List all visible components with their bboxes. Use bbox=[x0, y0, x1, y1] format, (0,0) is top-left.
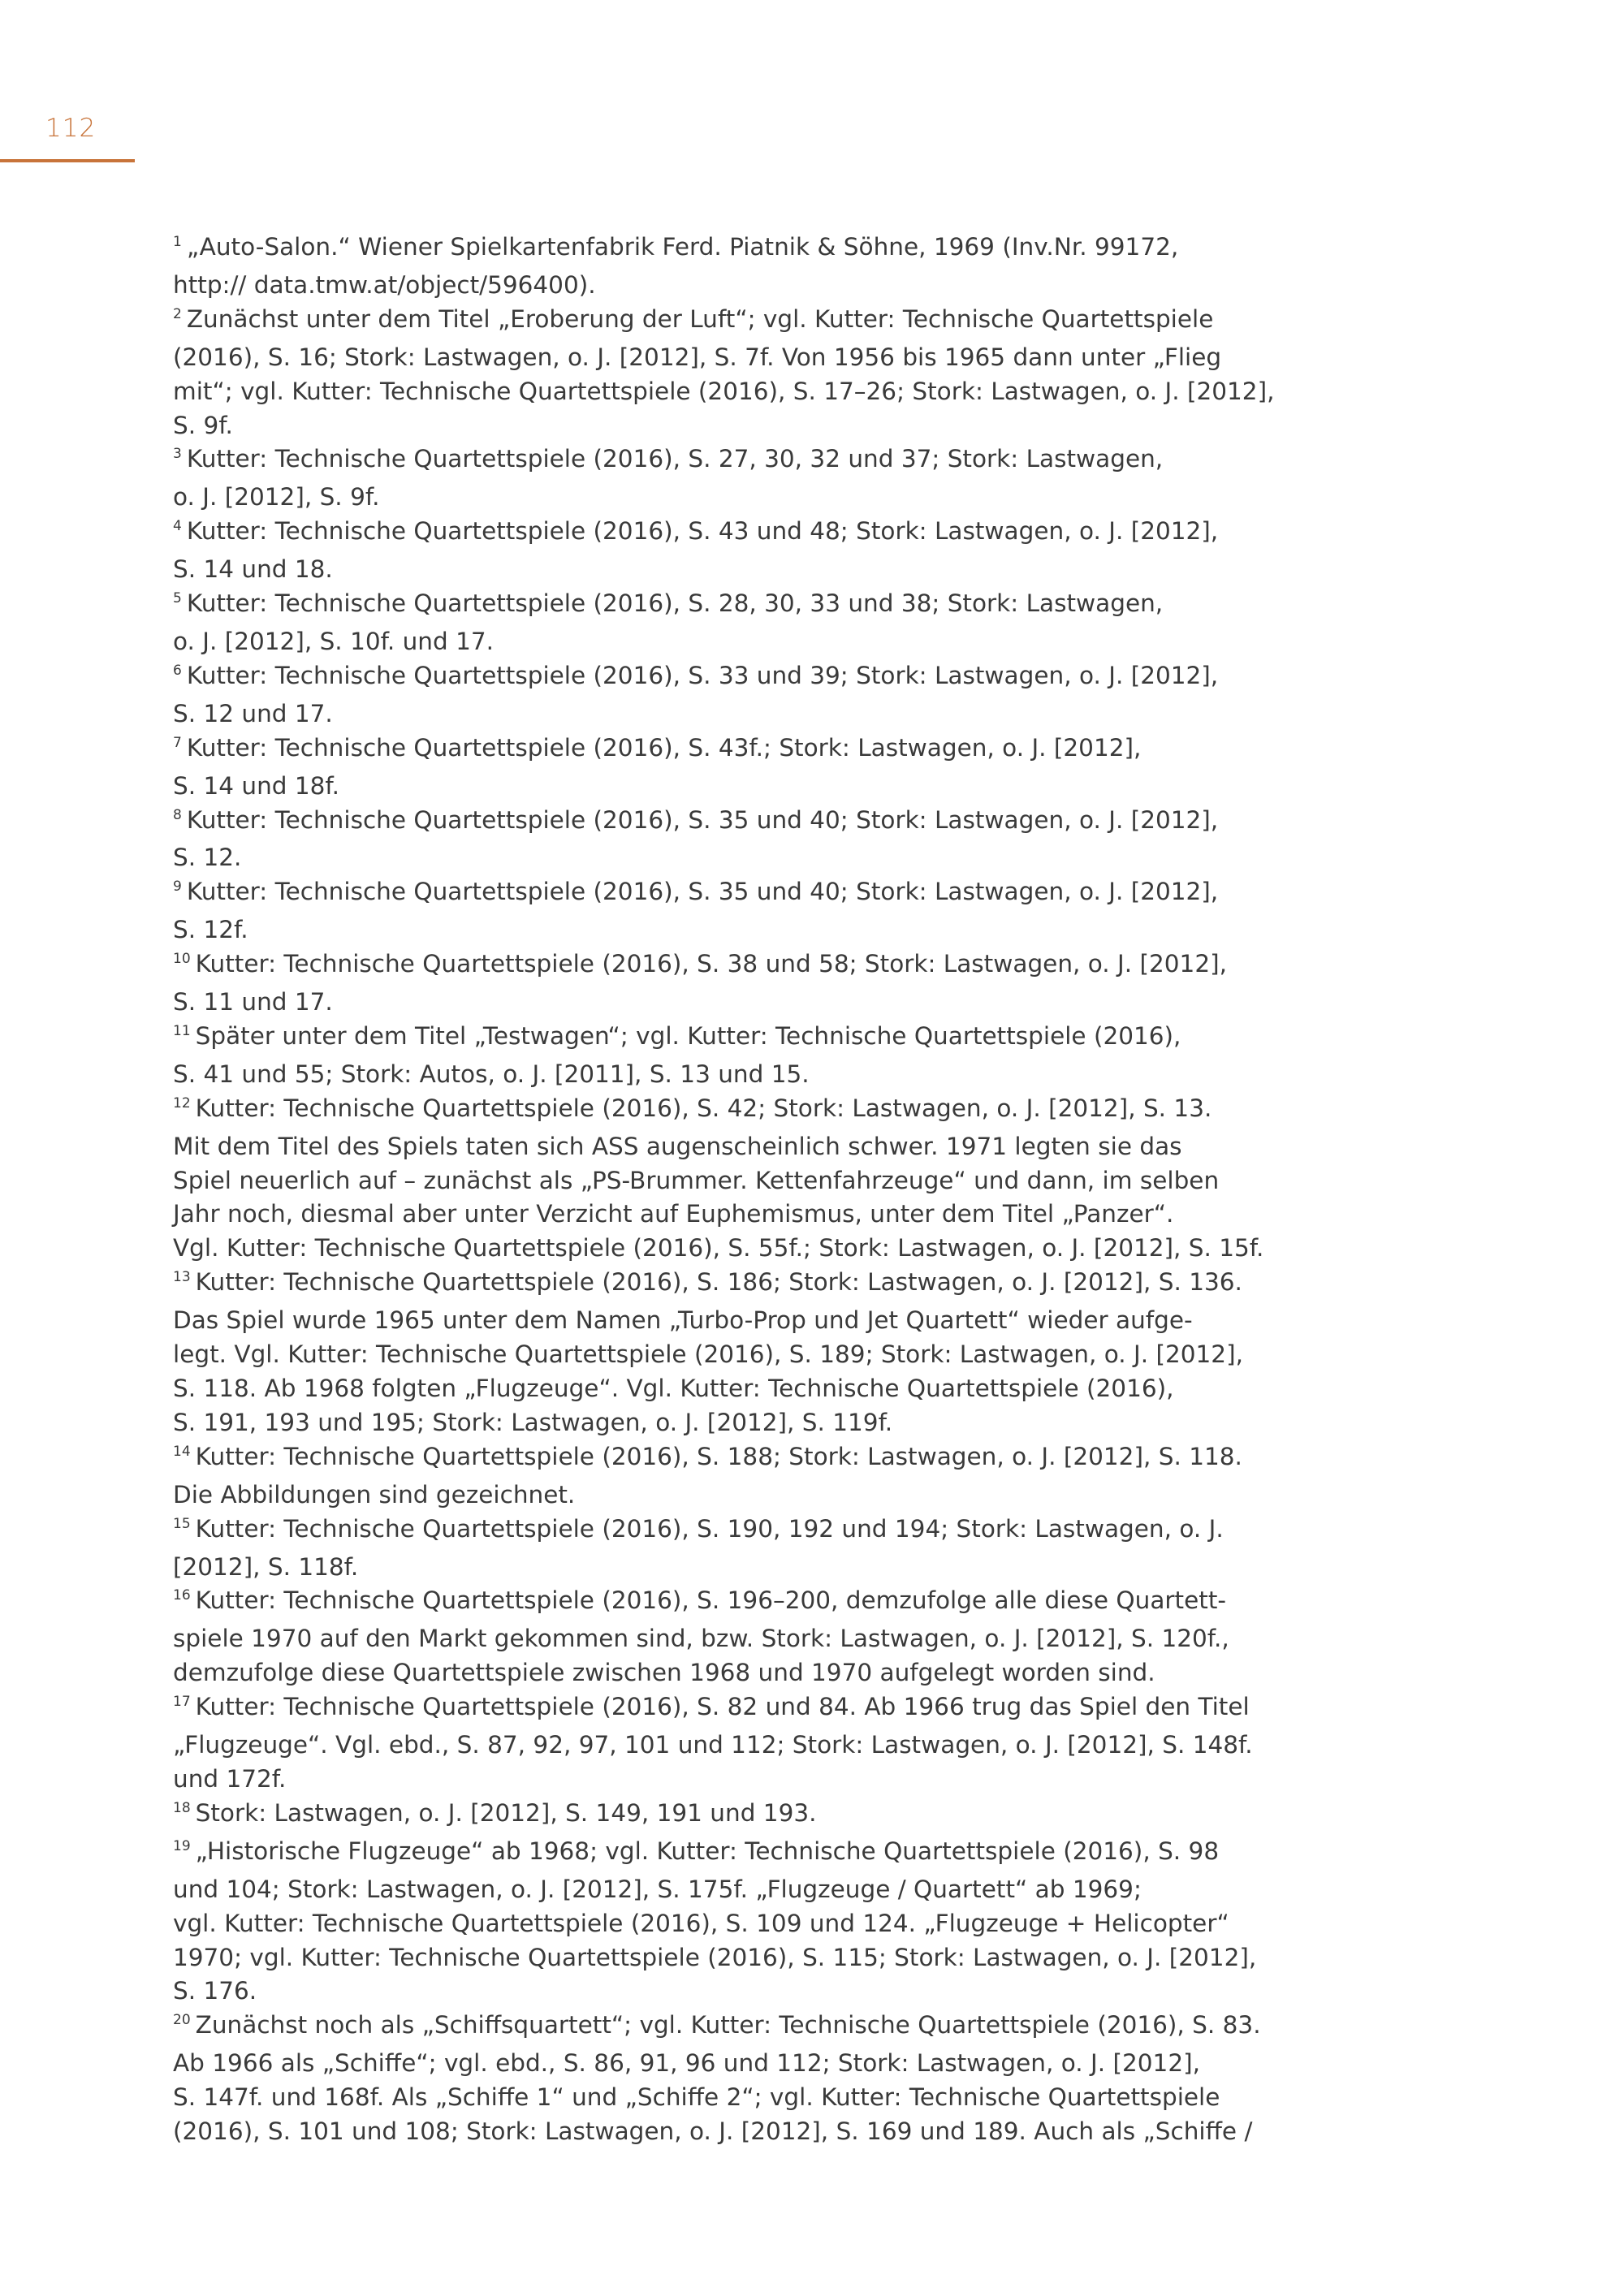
footnote-text: S. 12f. bbox=[173, 916, 248, 944]
footnote-text: S. 12. bbox=[173, 844, 242, 872]
footnote-15 bbox=[173, 1513, 1261, 1585]
footnote-text: Kutter: Technische Quartettspiele (2016), S. 188; Stork: Lastwagen, o. J. [2012], S. 118. bbox=[195, 1442, 1242, 1470]
footnote-line bbox=[173, 1058, 1261, 1092]
footnote-number: 6 bbox=[173, 662, 182, 679]
footnote-text: S. 176. bbox=[173, 1977, 257, 2005]
footnote-text: Kutter: Technische Quartettspiele (2016), S. 43 und 48; Stork: Lastwagen, o. J. [2012], bbox=[186, 517, 1219, 546]
footnote-line bbox=[173, 2047, 1261, 2081]
footnote-text: Vgl. Kutter: Technische Quartettspiele (2016), S. 55f.; Stork: Lastwagen, o. J. [2012], S. 15f. bbox=[173, 1234, 1264, 1263]
footnote-text: Kutter: Technische Quartettspiele (2016), S. 42; Stork: Lastwagen, o. J. [2012], S. 13. bbox=[195, 1094, 1212, 1122]
footnote-text: S. 11 und 17. bbox=[173, 988, 333, 1017]
footnote-text: S. 9f. bbox=[173, 411, 233, 439]
footnote-line bbox=[173, 1232, 1264, 1266]
footnote-line bbox=[173, 442, 1261, 481]
footnote-text: Kutter: Technische Quartettspiele (2016), S. 43f.; Stork: Lastwagen, o. J. [2012], bbox=[186, 733, 1142, 762]
footnote-text: Zunächst noch als „Schiffsquartett“; vgl. Kutter: Technische Quartettspiele (2016), S. 83. bbox=[195, 2011, 1261, 2039]
footnote-text: Kutter: Technische Quartettspiele (2016), S. 196–200, demzufolge alle diese Quartett- bbox=[195, 1586, 1227, 1615]
footnote-16 bbox=[173, 1584, 1261, 1690]
footnote-text: o. J. [2012], S. 9f. bbox=[173, 483, 380, 511]
footnote-2 bbox=[173, 303, 1275, 443]
footnote-line bbox=[173, 947, 1261, 986]
footnote-line bbox=[173, 841, 1261, 875]
footnote-line bbox=[173, 986, 1261, 1020]
footnote-line bbox=[173, 875, 1261, 913]
footnote-text: spiele 1970 auf den Markt gekommen sind, bzw. Stork: Lastwagen, o. J. [2012], S. 120f., bbox=[173, 1625, 1229, 1653]
footnote-line bbox=[173, 1729, 1261, 1763]
footnote-number: 4 bbox=[173, 518, 182, 535]
footnote-line bbox=[173, 1372, 1261, 1406]
footnote-text: vgl. Kutter: Technische Quartettspiele (2016), S. 109 und 124. „Flugzeuge + Helicopter“ bbox=[173, 1909, 1229, 1937]
footnote-number: 9 bbox=[173, 878, 182, 896]
footnote-6 bbox=[173, 659, 1261, 732]
footnote-line bbox=[173, 913, 1261, 947]
footnote-line bbox=[173, 1020, 1261, 1058]
footnote-number: 2 bbox=[173, 305, 182, 322]
footnote-3 bbox=[173, 442, 1261, 515]
footnote-line bbox=[173, 1130, 1261, 1164]
footnote-text: mit“; vgl. Kutter: Technische Quartettspiele (2016), S. 17–26; Stork: Lastwagen, o. J. [2012], bbox=[173, 377, 1275, 405]
footnote-text: Kutter: Technische Quartettspiele (2016), S. 190, 192 und 194; Stork: Lastwagen, o. J. bbox=[195, 1514, 1224, 1543]
footnote-line bbox=[173, 1690, 1261, 1729]
footnote-text: (2016), S. 101 und 108; Stork: Lastwagen, o. J. [2012], S. 169 und 189. Auch als „Schiffe / bbox=[173, 2117, 1253, 2146]
footnote-number: 12 bbox=[173, 1094, 191, 1111]
footnote-text: Stork: Lastwagen, o. J. [2012], S. 149, 191 und 193. bbox=[195, 1798, 817, 1827]
footnote-line bbox=[173, 1513, 1261, 1551]
footnote-line bbox=[173, 1092, 1261, 1130]
footnote-9 bbox=[173, 875, 1261, 947]
footnote-number: 15 bbox=[173, 1515, 191, 1532]
footnote-line bbox=[173, 1584, 1261, 1622]
footnote-line bbox=[173, 1941, 1261, 1975]
footnote-number: 17 bbox=[173, 1694, 191, 1711]
footnote-number: 5 bbox=[173, 590, 182, 607]
footnote-number: 19 bbox=[173, 1837, 191, 1854]
footnote-text: S. 191, 193 und 195; Stork: Lastwagen, o. J. [2012], S. 119f. bbox=[173, 1408, 893, 1436]
footnote-text: Kutter: Technische Quartettspiele (2016), S. 38 und 58; Stork: Lastwagen, o. J. [2012], bbox=[195, 950, 1227, 978]
footnote-line bbox=[173, 269, 1261, 303]
footnote-text: „Historische Flugzeuge“ ab 1968; vgl. Kutter: Technische Quartettspiele (2016), S. 98 bbox=[195, 1837, 1220, 1865]
footnote-line bbox=[173, 1622, 1261, 1656]
footnote-line bbox=[173, 1266, 1261, 1304]
footnote-line bbox=[173, 659, 1261, 697]
footnote-17 bbox=[173, 1690, 1261, 1797]
footnote-line bbox=[173, 1656, 1261, 1690]
footnote-number: 20 bbox=[173, 2012, 191, 2029]
footnote-text: und 104; Stork: Lastwagen, o. J. [2012], S. 175f. „Flugzeuge / Quartett“ ab 1969; bbox=[173, 1875, 1142, 1903]
footnote-line bbox=[173, 481, 1261, 515]
footnote-20 bbox=[173, 2009, 1261, 2149]
footnote-text: demzufolge diese Quartettspiele zwischen 1968 und 1970 aufgelegt worden sind. bbox=[173, 1659, 1155, 1687]
footnote-line bbox=[173, 625, 1261, 659]
footnote-text: Jahr noch, diesmal aber unter Verzicht auf Euphemismus, unter dem Titel „Panzer“. bbox=[173, 1200, 1174, 1228]
page-number: 112 bbox=[45, 114, 97, 143]
footnote-text: Kutter: Technische Quartettspiele (2016), S. 82 und 84. Ab 1966 trug das Spiel den Titel bbox=[195, 1693, 1250, 1721]
footnote-text: legt. Vgl. Kutter: Technische Quartettspiele (2016), S. 189; Stork: Lastwagen, o. J. [2012], bbox=[173, 1340, 1243, 1369]
footnote-text: Kutter: Technische Quartettspiele (2016), S. 186; Stork: Lastwagen, o. J. [2012], S. 136. bbox=[195, 1268, 1242, 1297]
footnotes-list bbox=[173, 231, 1275, 2149]
page-number-rule bbox=[0, 159, 135, 162]
footnote-number: 1 bbox=[173, 234, 182, 250]
footnote-text: S. 118. Ab 1968 folgten „Flugzeuge“. Vgl. Kutter: Technische Quartettspiele (2016), bbox=[173, 1375, 1174, 1402]
footnote-text: Die Abbildungen sind gezeichnet. bbox=[173, 1480, 576, 1509]
footnote-number: 8 bbox=[173, 806, 182, 823]
footnote-line bbox=[173, 1406, 1261, 1440]
footnote-text: Kutter: Technische Quartettspiele (2016), S. 35 und 40; Stork: Lastwagen, o. J. [2012], bbox=[186, 805, 1219, 834]
footnote-number: 18 bbox=[173, 1799, 191, 1816]
footnote-number: 3 bbox=[173, 446, 182, 463]
footnote-line bbox=[173, 1478, 1261, 1513]
footnote-line bbox=[173, 732, 1261, 770]
footnote-text: Mit dem Titel des Spiels taten sich ASS augenscheinlich schwer. 1971 legten sie das bbox=[173, 1132, 1182, 1160]
footnote-number: 7 bbox=[173, 734, 182, 751]
footnote-text: S. 12 und 17. bbox=[173, 699, 333, 727]
footnote-number: 14 bbox=[173, 1443, 191, 1460]
footnote-number: 16 bbox=[173, 1587, 191, 1604]
footnote-7 bbox=[173, 732, 1261, 804]
footnote-line bbox=[173, 1797, 1261, 1835]
footnote-text: (2016), S. 16; Stork: Lastwagen, o. J. [2012], S. 7f. Von 1956 bis 1965 dann unter „Flieg bbox=[173, 343, 1222, 371]
footnote-8 bbox=[173, 804, 1261, 876]
footnote-line bbox=[173, 1975, 1261, 2009]
footnote-line bbox=[173, 1907, 1261, 1941]
footnote-text: und 172f. bbox=[173, 1764, 287, 1793]
footnote-4 bbox=[173, 515, 1261, 587]
footnote-text: Kutter: Technische Quartettspiele (2016), S. 35 und 40; Stork: Lastwagen, o. J. [2012], bbox=[186, 878, 1219, 906]
footnote-text: Ab 1966 als „Schiffe“; vgl. ebd., S. 86, 91, 96 und 112; Stork: Lastwagen, o. J. [2012], bbox=[173, 2049, 1200, 2078]
footnote-number: 13 bbox=[173, 1269, 191, 1286]
footnote-text: 1970; vgl. Kutter: Technische Quartettspiele (2016), S. 115; Stork: Lastwagen, o. J. [2012], bbox=[173, 1943, 1257, 1971]
footnote-line bbox=[173, 804, 1261, 842]
footnote-line bbox=[173, 1164, 1261, 1198]
footnote-text: Spiel neuerlich auf – zunächst als „PS-Brummer. Kettenfahrzeuge“ und dann, im selben bbox=[173, 1166, 1220, 1194]
footnote-text: Kutter: Technische Quartettspiele (2016), S. 33 und 39; Stork: Lastwagen, o. J. [2012], bbox=[186, 661, 1219, 689]
footnote-text: S. 41 und 55; Stork: Autos, o. J. [2011], S. 13 und 15. bbox=[173, 1060, 810, 1088]
footnote-line bbox=[173, 587, 1261, 625]
footnote-line bbox=[173, 553, 1261, 587]
footnote-text: S. 14 und 18. bbox=[173, 555, 333, 584]
footnote-line bbox=[173, 515, 1261, 553]
footnote-text: Zunächst unter dem Titel „Eroberung der Luft“; vgl. Kutter: Technische Quartettspiele bbox=[186, 304, 1214, 333]
footnote-line bbox=[173, 1440, 1261, 1478]
footnote-12 bbox=[173, 1092, 1264, 1267]
footnote-text: S. 147f. und 168f. Als „Schiffe 1“ und „Schiffe 2“; vgl. Kutter: Technische Quartettspiele bbox=[173, 2083, 1220, 2112]
footnote-line bbox=[173, 303, 1261, 341]
footnote-1 bbox=[173, 231, 1261, 303]
footnote-19 bbox=[173, 1835, 1261, 2009]
footnote-line bbox=[173, 697, 1261, 732]
footnote-text: Später unter dem Titel „Testwagen“; vgl. Kutter: Technische Quartettspiele (2016), bbox=[195, 1021, 1181, 1050]
footnote-line bbox=[173, 770, 1261, 804]
footnote-18 bbox=[173, 1797, 1261, 1835]
footnote-13 bbox=[173, 1266, 1261, 1440]
footnote-11 bbox=[173, 1020, 1261, 1092]
footnote-text: [2012], S. 118f. bbox=[173, 1552, 359, 1581]
footnote-line bbox=[173, 2081, 1261, 2115]
footnote-line bbox=[173, 231, 1261, 269]
footnote-text: Kutter: Technische Quartettspiele (2016), S. 27, 30, 32 und 37; Stork: Lastwagen, bbox=[186, 445, 1164, 473]
footnote-line bbox=[173, 1338, 1261, 1372]
footnote-line bbox=[173, 1835, 1261, 1873]
footnote-number: 11 bbox=[173, 1022, 191, 1039]
footnote-line bbox=[173, 409, 1261, 443]
footnote-line bbox=[173, 1873, 1261, 1907]
footnote-text: „Flugzeuge“. Vgl. ebd., S. 87, 92, 97, 101 und 112; Stork: Lastwagen, o. J. [2012], S. 148f. bbox=[173, 1731, 1253, 1759]
footnote-text: Kutter: Technische Quartettspiele (2016), S. 28, 30, 33 und 38; Stork: Lastwagen, bbox=[186, 589, 1164, 618]
footnote-line bbox=[173, 341, 1261, 375]
footnote-text: Das Spiel wurde 1965 unter dem Namen „Turbo-Prop und Jet Quartett“ wieder aufge- bbox=[173, 1306, 1193, 1335]
footnote-line bbox=[173, 1551, 1261, 1585]
footnote-5 bbox=[173, 587, 1261, 659]
footnote-14 bbox=[173, 1440, 1261, 1513]
footnote-line bbox=[173, 2009, 1261, 2047]
footnote-line bbox=[173, 2115, 1261, 2149]
footnote-text: o. J. [2012], S. 10f. und 17. bbox=[173, 627, 495, 655]
footnote-text: http:// data.tmw.at/object/596400). bbox=[173, 270, 596, 299]
footnote-line bbox=[173, 1198, 1261, 1232]
footnote-10 bbox=[173, 947, 1261, 1020]
footnote-line bbox=[173, 1304, 1261, 1338]
footnote-text: S. 14 und 18f. bbox=[173, 771, 340, 800]
footnote-line bbox=[173, 1763, 1261, 1797]
footnote-line bbox=[173, 375, 1275, 409]
footnote-number: 10 bbox=[173, 951, 191, 968]
footnote-text: „Auto-Salon.“ Wiener Spielkartenfabrik Ferd. Piatnik & Söhne, 1969 (Inv.Nr. 99172, bbox=[186, 233, 1179, 261]
